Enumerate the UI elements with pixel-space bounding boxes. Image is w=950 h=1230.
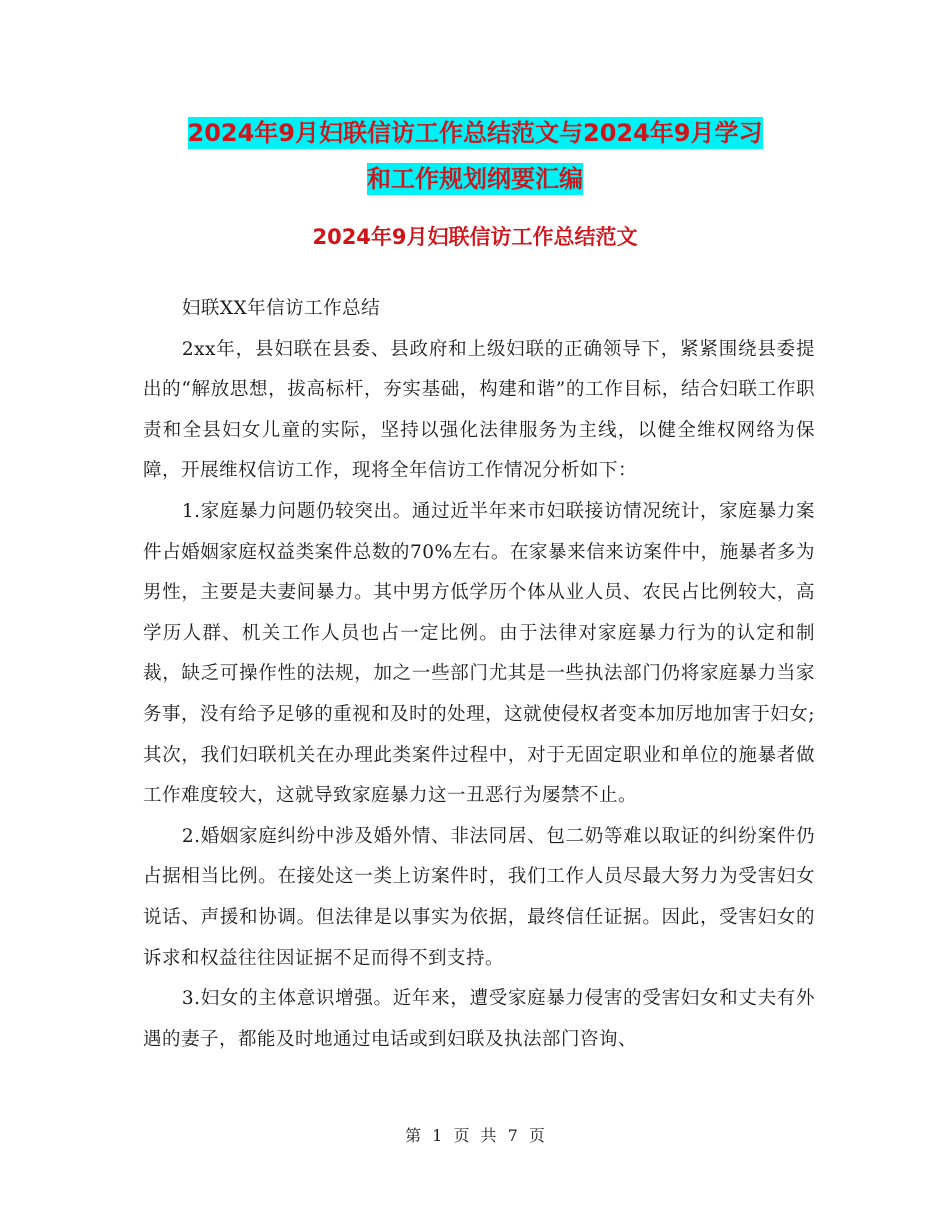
paragraph-heading: 妇联XX年信访工作总结 (181, 298, 381, 319)
document-title (140, 110, 810, 202)
document-body (143, 289, 815, 1060)
paragraph-intro: 2xx年，县妇联在县委、县政府和上级妇联的正确领导下，紧紧围绕县委提出的“解放思想，拔高标杆，夯实基础，构建和谐”的工作目标，结合妇联工作职责和全县妇女儿童的实际，坚持以强化法律服务为主线，以健全维权网络为保障，开展维权信访工作，现将全年信访工作情况分析如下： (143, 338, 815, 482)
document-title-line-2: 和工作规划纲要汇编 (367, 165, 583, 193)
paragraph-point-2: 2.婚姻家庭纠纷中涉及婚外情、非法同居、包二奶等难以取证的纠纷案件仍占据相当比例。在接处这一类上访案件时，我们工作人员尽最大努力为受害妇女说话、声援和协调。但法律是以事实为依据，最终信任证据。因此，受害妇女的诉求和权益往往因证据不足而得不到支持。 (143, 825, 815, 969)
paragraph-point-1: 1.家庭暴力问题仍较突出。通过近半年来市妇联接访情况统计，家庭暴力案件占婚姻家庭权益类案件总数的70%左右。在家暴来信来访案件中，施暴者多为男性，主要是夫妻间暴力。其中男方低学历个体从业人员、农民占比例较大，高学历人群、机关工作人员也占一定比例。由于法律对家庭暴力行为的认定和制裁，缺乏可操作性的法规，加之一些部门尤其是一些执法部门仍将家庭暴力当家务事，没有给予足够的重视和及时的处理，这就使侵权者变本加厉地加害于妇女;其次，我们妇联机关在办理此类案件过程中，对于无固定职业和单位的施暴者做工作难度较大，这就导致家庭暴力这一丑恶行为屡禁不止。 (143, 500, 815, 807)
section-title: 2024年9月妇联信访工作总结范文 (312, 225, 638, 249)
paragraph-point-3: 3.妇女的主体意识增强。近年来，遭受家庭暴力侵害的受害妇女和丈夫有外遇的妻子，都能及时地通过电话或到妇联及执法部门咨询、 (143, 988, 815, 1050)
page-footer: 第 1 页 共 7 页 (405, 1126, 545, 1145)
document-title-line-1: 2024年9月妇联信访工作总结范文与2024年9月学习 (187, 119, 763, 147)
